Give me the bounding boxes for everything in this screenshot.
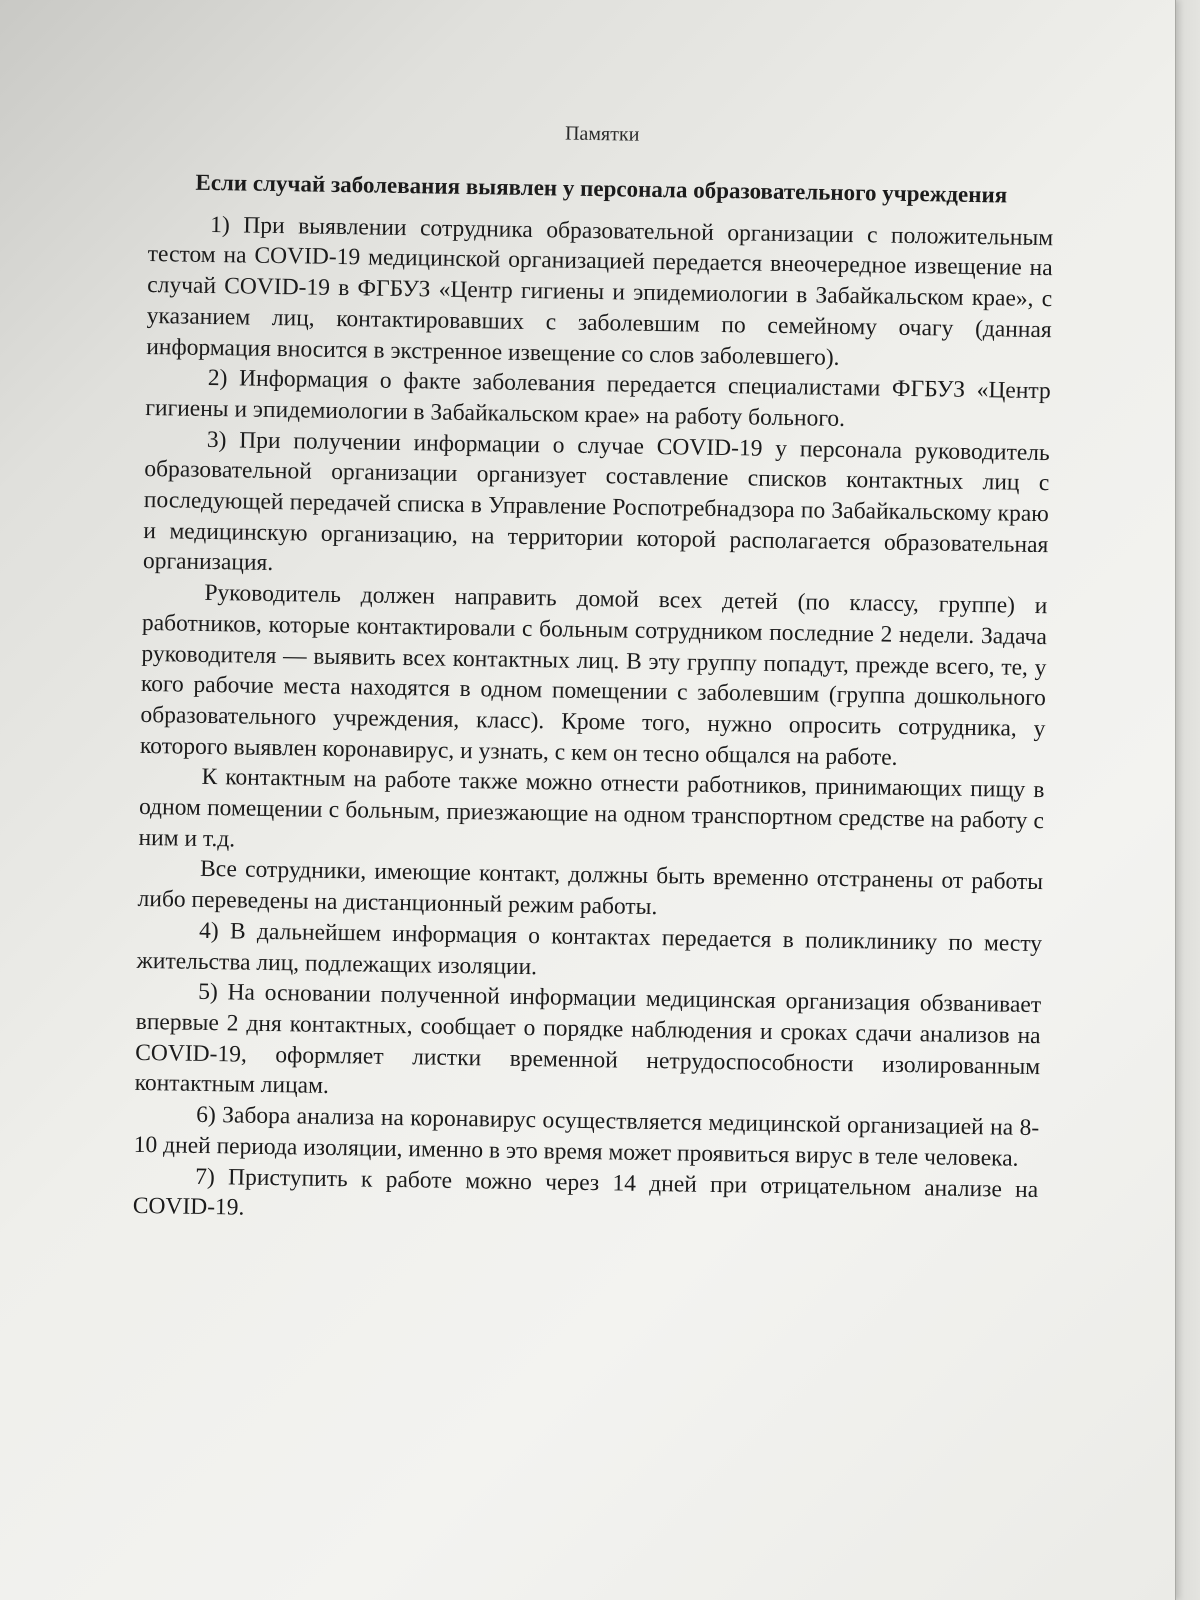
paragraph-9: 6) Забора анализа на коронавирус осуществляется медицинской организацией на 8-10 дней периода изоляции, именно в это время может проявиться вирус в теле человека. (133, 1101, 1040, 1172)
paragraph-8: 5) На основании полученной информации медицинская организация обзванивает впервые 2 дня контактных, сообщает о порядке наблюдения и сроках сдачи анализов на COVID-19, оформляет листки временной нетрудоспособности изолированным контактным лицам. (134, 979, 1042, 1100)
document-header: Памятки (564, 122, 640, 146)
paragraph-3: 3) При получении информации о случае COVID-19 у персонала руководитель образовательной организации организует составление списков контактных лиц с последующей передачей списка в Управление Роспотребнадзора по Забайкальскому краю и медицинскую организацию, на территории которой располагается образовательная организация. (142, 426, 1050, 577)
paragraph-1: 1) При выявлении сотрудника образовательной организации с положительным тестом на COVID-19 медицинской организацией передается внеочередное извещение на случай COVID-19 в ФГБУЗ «Центр гигиены и эпидемиологии в Забайкальском крае», с указанием лиц, контактировавших с заболевшим по семейному очагу (данная информация вносится в экстренное извещение со слов заболевшего). (146, 211, 1054, 371)
paragraph-4: Руководитель должен направить домой всех детей (по классу, группе) и работников, которые контактировали с больным сотрудником последние 2 недели. Задача руководителя — выявить всех контактных лиц. В эту группу попадут, прежде всего, те, у кого рабочие места находятся в одном помещении с заболевшим (группа дошкольного образовательного учреждения, класс). Кроме того, нужно опросить сотрудника, у которого выявлен коронавирус, и узнать, с кем он тесно общался на работе. (139, 580, 1048, 771)
paragraph-6: Все сотрудники, имеющие контакт, должны быть временно отстранены от работы либо переведены на дистанционный режим работы. (137, 856, 1044, 921)
document-subtitle: Если случай заболевания выявлен у персонала образовательного учреждения (195, 169, 1008, 208)
paragraph-2: 2) Информация о факте заболевания передается специалистами ФГБУЗ «Центр гигиены и эпидемиологии в Забайкальском крае» на работу больного. (145, 365, 1051, 432)
document-text (133, 112, 1055, 1236)
paragraph-7: 4) В дальнейшем информация о контактах передается в поликлинику по месту жительства лиц, подлежащих изоляции. (136, 917, 1043, 980)
paragraph-10: 7) Приступить к работе можно через 14 дней при отрицательном анализе на COVID-19. (132, 1163, 1039, 1221)
paragraph-5: К контактным на работе также можно отнести работников, принимающих пищу в одном помещении с больным, приезжающие на одном транспортном средстве на работу с ним и т.д. (138, 764, 1045, 853)
